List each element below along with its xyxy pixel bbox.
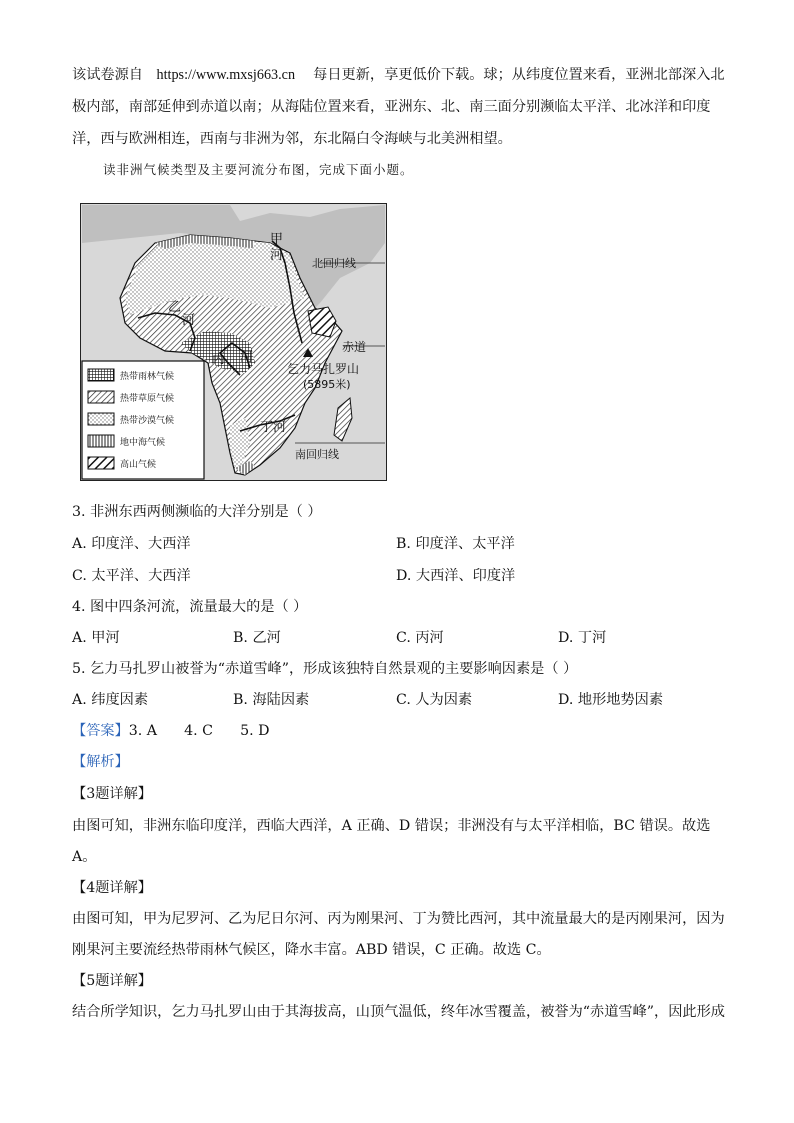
detail-4-heading: 【4题详解】	[72, 880, 152, 896]
intro-line-2: 极内部，南部延伸到赤道以南；从海陆位置来看，亚洲东、北、南三面分别濒临太平洋、北冰洋和印度	[72, 99, 711, 115]
q4-option-a: A. 甲河	[72, 630, 120, 646]
africa-climate-map	[80, 203, 387, 481]
detail-4-line-1: 由图可知，甲为尼罗河、乙为尼日尔河、丙为刚果河、丁为赞比西河，其中流量最大的是丙刚果河，因为	[72, 911, 725, 927]
q5-option-a: A. 纬度因素	[72, 692, 149, 708]
label-bing-he: 河	[240, 350, 254, 365]
detail-3-line-2: A。	[72, 849, 97, 865]
legend-label: 高山气候	[120, 460, 157, 470]
q4-option-c: C. 丙河	[396, 630, 444, 646]
q5-option-d: D. 地形地势因素	[558, 692, 664, 708]
q3-option-d: D. 大西洋、印度洋	[396, 568, 516, 584]
legend-label: 地中海气候	[120, 438, 166, 448]
legend-swatch-grid	[88, 369, 114, 381]
answer-label: 【答案】	[72, 723, 129, 739]
detail-5-heading: 【5题详解】	[72, 973, 152, 989]
q5-option-b: B. 海陆因素	[233, 692, 310, 708]
map-intro: 读非洲气候类型及主要河流分布图，完成下面小题。	[103, 162, 414, 177]
label-yi: 乙	[168, 300, 182, 315]
q3-option-c: C. 太平洋、大西洋	[72, 568, 191, 584]
question-4-stem: 4. 图中四条河流，流量最大的是（ ）	[72, 599, 308, 615]
label-yi-he: 河	[182, 313, 196, 328]
legend-swatch-diagonal	[88, 391, 114, 403]
source-prefix: 该试卷源自	[72, 67, 143, 83]
answer-text: 3. A 4. C 5. D	[128, 723, 270, 739]
source-url[interactable]: https://www.mxsj663.cn	[156, 67, 296, 83]
label-jia-he: 河	[270, 248, 284, 263]
q5-option-c: C. 人为因素	[396, 692, 473, 708]
legend-label: 热带草原气候	[120, 394, 175, 404]
q3-option-b: B. 印度洋、太平洋	[396, 536, 515, 552]
label-bing: 丙	[212, 352, 226, 367]
legend-swatch-dots	[88, 413, 114, 425]
label-tropic-cancer: 北回归线	[312, 257, 356, 270]
label-mountain-name: 乞力马扎罗山	[287, 362, 360, 376]
intro-line-3: 洋，西与欧洲相连，西南与非洲为邻，东北隔白令海峡与北美洲相望。	[72, 131, 512, 147]
label-jia: 甲	[270, 232, 284, 247]
detail-4-line-2: 刚果河主要流经热带雨林气候区，降水丰富。ABD 错误，C 正确。故选 C。	[72, 942, 551, 958]
question-3-stem: 3. 非洲东西两侧濒临的大洋分别是（ ）	[72, 504, 322, 520]
detail-3-line-1: 由图可知，非洲东临印度洋，西临大西洋，A 正确、D 错误；非洲没有与太平洋相临，BC 错误。故选	[72, 818, 711, 834]
q4-option-d: D. 丁河	[558, 630, 607, 646]
q3-option-a: A. 印度洋、大西洋	[72, 536, 191, 552]
detail-5-line-1: 结合所学知识，乞力马扎罗山由于其海拔高，山顶气温低，终年冰雪覆盖，被誉为“赤道雪峰”，因此形成	[72, 1004, 725, 1020]
legend-label: 热带雨林气候	[120, 372, 175, 382]
intro-line-1-rest: 每日更新，享更低价下载。球；从纬度位置来看，亚洲北部深入北	[313, 67, 725, 83]
legend-label: 热带沙漠气候	[120, 416, 175, 426]
legend-swatch-vertical	[88, 435, 114, 447]
label-tropic-capricorn: 南回归线	[295, 448, 339, 461]
q4-option-b: B. 乙河	[233, 630, 281, 646]
answer-line	[72, 716, 722, 747]
detail-3-heading: 【3题详解】	[72, 786, 152, 802]
question-5-stem: 5. 乞力马扎罗山被誉为“赤道雪峰”，形成该独特自然景观的主要影响因素是（ ）	[72, 661, 578, 677]
intro-line-1	[72, 60, 725, 91]
label-ding: 丁河	[260, 420, 287, 435]
label-mountain-height: (5895米)	[303, 378, 351, 391]
map-legend	[82, 361, 204, 479]
label-equator: 赤道	[342, 340, 367, 354]
legend-swatch-thick-diagonal	[88, 457, 114, 469]
analysis-label: 【解析】	[72, 754, 129, 770]
